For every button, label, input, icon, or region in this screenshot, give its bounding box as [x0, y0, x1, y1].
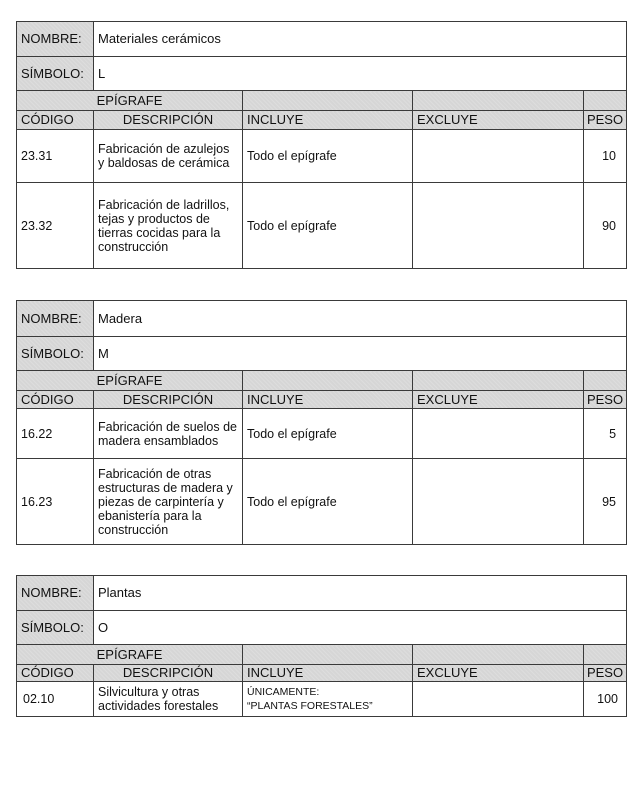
header-spacer: [584, 371, 627, 391]
codigo-header: CÓDIGO: [17, 111, 94, 130]
nombre-value: Madera: [94, 301, 627, 337]
incluye-cell: [243, 682, 413, 717]
codigo-cell: 16.22: [17, 409, 94, 459]
header-spacer: [243, 371, 413, 391]
excluye-cell: [413, 682, 584, 717]
header-spacer: [584, 91, 627, 111]
table-row: [17, 682, 627, 717]
incluye-line: ÚNICAMENTE:: [247, 686, 320, 698]
incluye-header: INCLUYE: [243, 111, 413, 130]
excluye-cell: [413, 459, 584, 545]
nombre-label: NOMBRE:: [17, 22, 94, 57]
codigo-header: CÓDIGO: [17, 665, 94, 682]
peso-header: PESO: [584, 111, 627, 130]
excluye-header: EXCLUYE: [413, 111, 584, 130]
simbolo-label: SÍMBOLO:: [17, 337, 94, 371]
peso-cell: 100: [584, 682, 627, 717]
incluye-cell: Todo el epígrafe: [243, 183, 413, 269]
descripcion-cell: Silvicultura y otras actividades forestales: [94, 682, 243, 717]
incluye-line: “PLANTAS FORESTALES”: [247, 700, 373, 712]
excluye-cell: [413, 183, 584, 269]
peso-cell: 5: [584, 409, 627, 459]
epigrafe-header: EPÍGRAFE: [17, 91, 243, 111]
excluye-cell: [413, 409, 584, 459]
header-spacer: [584, 645, 627, 665]
incluye-cell: Todo el epígrafe: [243, 130, 413, 183]
codigo-cell: 02.10: [17, 682, 94, 717]
descripcion-header: DESCRIPCIÓN: [94, 391, 243, 409]
header-spacer: [413, 91, 584, 111]
simbolo-value: M: [94, 337, 627, 371]
simbolo-label: SÍMBOLO:: [17, 611, 94, 645]
peso-header: PESO: [584, 391, 627, 409]
simbolo-value: O: [94, 611, 627, 645]
peso-cell: 90: [584, 183, 627, 269]
excluye-cell: [413, 130, 584, 183]
epigrafe-header: EPÍGRAFE: [17, 371, 243, 391]
header-spacer: [413, 645, 584, 665]
descripcion-cell: Fabricación de ladrillos, tejas y productos de tierras cocidas para la construcción: [94, 183, 243, 269]
table-madera: [16, 300, 627, 545]
nombre-label: NOMBRE:: [17, 576, 94, 611]
peso-cell: 95: [584, 459, 627, 545]
header-spacer: [243, 645, 413, 665]
codigo-cell: 23.32: [17, 183, 94, 269]
descripcion-cell: Fabricación de otras estructuras de madera y piezas de carpintería y ebanistería para la construcción: [94, 459, 243, 545]
table-row: [17, 409, 627, 459]
incluye-header: INCLUYE: [243, 665, 413, 682]
table-row: [17, 183, 627, 269]
incluye-cell: Todo el epígrafe: [243, 459, 413, 545]
excluye-header: EXCLUYE: [413, 665, 584, 682]
nombre-label: NOMBRE:: [17, 301, 94, 337]
excluye-header: EXCLUYE: [413, 391, 584, 409]
table-materiales-ceramicos: [16, 21, 627, 269]
peso-cell: 10: [584, 130, 627, 183]
codigo-cell: 23.31: [17, 130, 94, 183]
header-spacer: [413, 371, 584, 391]
nombre-value: Materiales cerámicos: [94, 22, 627, 57]
epigrafe-header: EPÍGRAFE: [17, 645, 243, 665]
simbolo-label: SÍMBOLO:: [17, 57, 94, 91]
header-spacer: [243, 91, 413, 111]
table-plantas: [16, 575, 627, 717]
table-row: [17, 130, 627, 183]
descripcion-header: DESCRIPCIÓN: [94, 111, 243, 130]
simbolo-value: L: [94, 57, 627, 91]
codigo-header: CÓDIGO: [17, 391, 94, 409]
descripcion-header: DESCRIPCIÓN: [94, 665, 243, 682]
table-row: [17, 459, 627, 545]
incluye-cell: Todo el epígrafe: [243, 409, 413, 459]
peso-header: PESO: [584, 665, 627, 682]
incluye-header: INCLUYE: [243, 391, 413, 409]
descripcion-cell: Fabricación de azulejos y baldosas de cerámica: [94, 130, 243, 183]
codigo-cell: 16.23: [17, 459, 94, 545]
descripcion-cell: Fabricación de suelos de madera ensamblados: [94, 409, 243, 459]
nombre-value: Plantas: [94, 576, 627, 611]
